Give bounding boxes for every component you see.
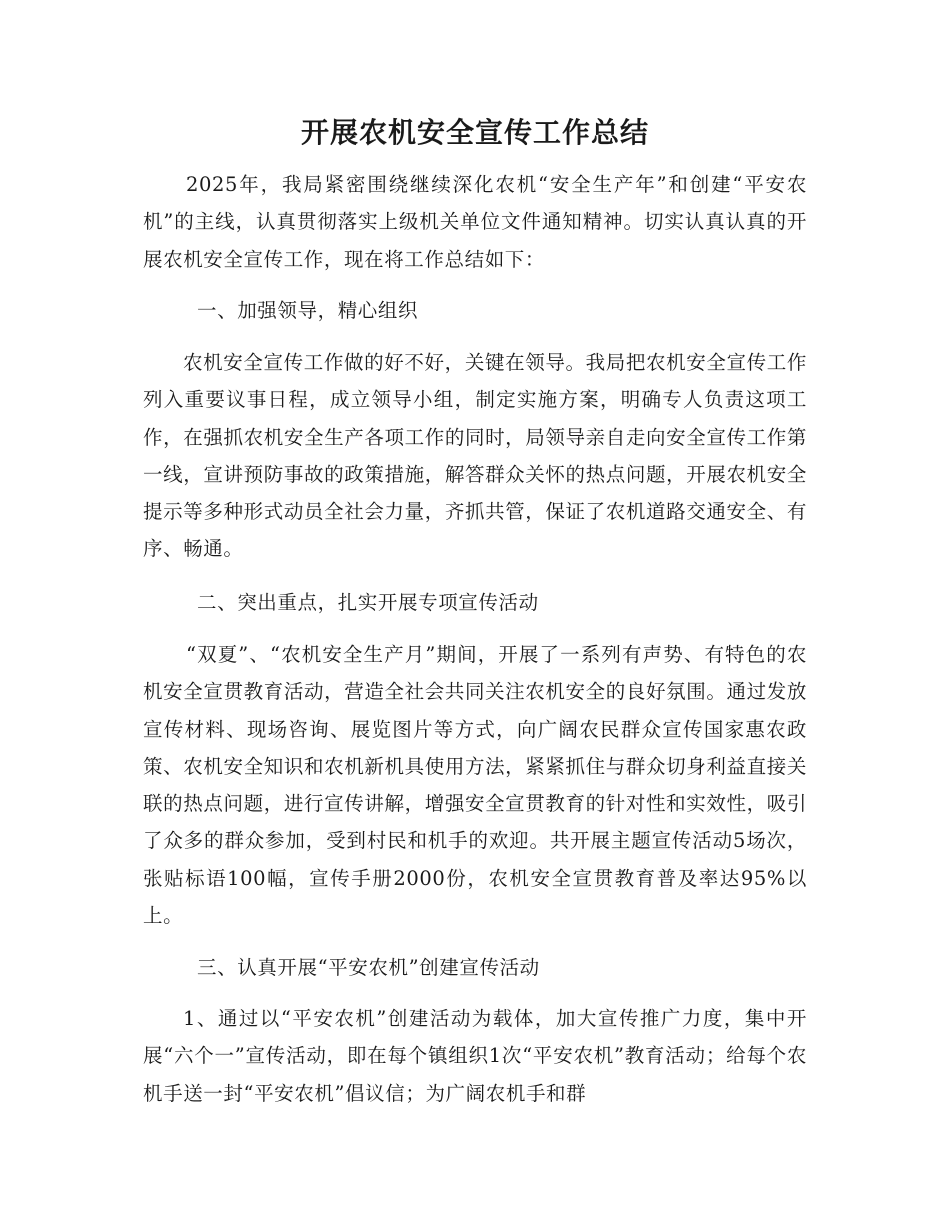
section3-heading: 三、认真开展“平安农机”创建宣传活动 xyxy=(197,956,540,979)
section2-paragraph: “双夏”、“农机安全生产月”期间，开展了一系列有声势、有特色的农机安全宣贯教育活动，营造全社会共同关注农机安全的良好氛围。通过发放宣传材料、现场咨询、展览图片等方式，向广阔农民群众宣传国家惠农政策、农机安全知识和农机新机具使用方法，紧紧抓住与群众切身利益直接关联的热点问题，进行宣传讲解，增强安全宣贯教育的针对性和实效性，吸引了众多的群众参加，受到村民和机手的欢迎。共开展主题宣传活动5场次，张贴标语100幅，宣传手册2000份，农机安全宣贯教育普及率达95%以上。 xyxy=(143,643,807,928)
section2-heading: 二、突出重点，扎实开展专项宣传活动 xyxy=(197,591,539,614)
intro-paragraph: 2025年，我局紧密围绕继续深化农机“安全生产年”和创建“平安农机”的主线，认真贯彻落实上级机关单位文件通知精神。切实认真认真的开展农机安全宣传工作，现在将工作总结如下： xyxy=(143,173,807,271)
document-title: 开展农机安全宣传工作总结 xyxy=(300,116,649,149)
section1-paragraph: 农机安全宣传工作做的好不好，关键在领导。我局把农机安全宣传工作列入重要议事日程，成立领导小组，制定实施方案，明确专人负责这项工作，在强抓农机安全生产各项工作的同时，局领导亲自走向安全宣传工作第一线，宣讲预防事故的政策措施，解答群众关怀的热点问题，开展农机安全提示等多种形式动员全社会力量，齐抓共管，保证了农机道路交通安全、有序、畅通。 xyxy=(143,351,807,561)
section3-paragraph: 1、通过以“平安农机”创建活动为载体，加大宣传推广力度，集中开展“六个一”宣传活动，即在每个镇组织1次“平安农机”教育活动；给每个农机手送一封“平安农机”倡议信；为广阔农机手和群 xyxy=(143,1007,807,1105)
section1-heading: 一、加强领导，精心组织 xyxy=(197,299,419,322)
